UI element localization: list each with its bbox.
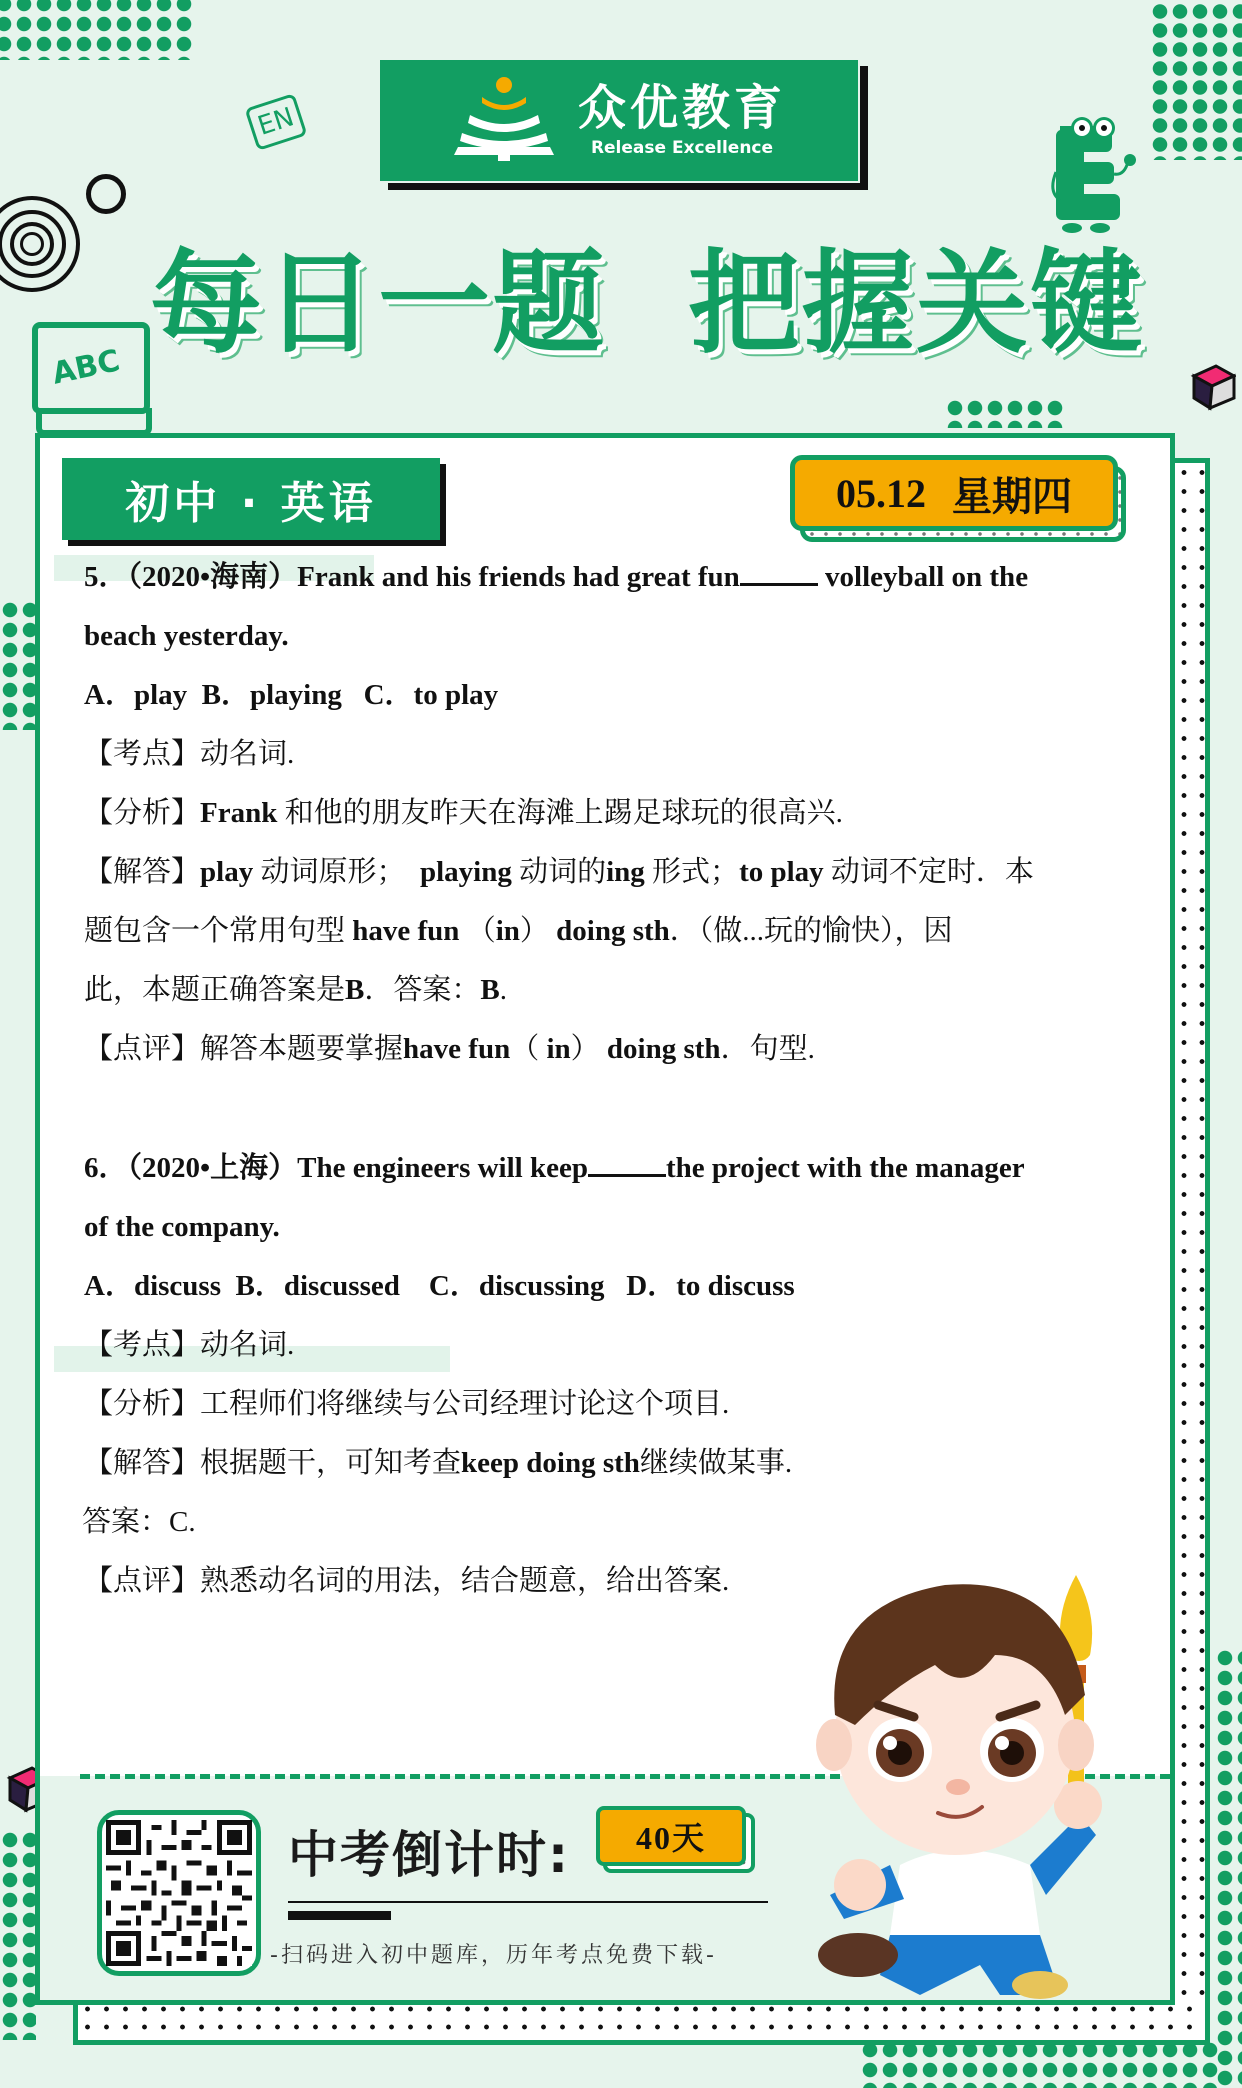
stem-line-2: beach yesterday. bbox=[84, 620, 289, 652]
label: 【点评】 bbox=[84, 1565, 201, 1597]
subject-tag: 初中 · 英语 bbox=[62, 458, 440, 540]
kaodian bbox=[84, 1316, 1144, 1375]
text: 工程师们将继续与公司经理讨论这个项目. bbox=[200, 1388, 730, 1420]
qr-code[interactable] bbox=[97, 1810, 261, 1976]
text: keep doing sth bbox=[461, 1447, 640, 1479]
brand-tagline: Release Excellence bbox=[590, 137, 774, 158]
label: 【分析】 bbox=[84, 797, 201, 829]
stem-text: volleyball on the bbox=[817, 561, 1029, 593]
text: 继续做某事. bbox=[639, 1447, 793, 1479]
dianping bbox=[84, 1020, 1144, 1079]
logo-book-sun-icon bbox=[452, 75, 556, 167]
answer-line: 答案：C. bbox=[82, 1506, 196, 1538]
text: 熟悉动名词的用法，结合题意，给出答案. bbox=[200, 1565, 730, 1597]
page-title: 每日一题 把握关键 bbox=[150, 239, 1144, 369]
date-value: 05.12 bbox=[836, 470, 926, 516]
decor-dots-top-right bbox=[1150, 2, 1242, 160]
text: ．（做...玩的愉快），因 bbox=[669, 915, 953, 947]
brand-logo bbox=[378, 58, 860, 183]
question-number: 5． bbox=[84, 561, 128, 593]
target-rings-icon bbox=[0, 196, 80, 292]
text: have fun bbox=[403, 1033, 511, 1065]
fenxi bbox=[84, 784, 1144, 843]
countdown-badge: 40天 bbox=[596, 1806, 746, 1866]
text: doing sth bbox=[606, 1033, 721, 1065]
countdown-label: 中考倒计时: bbox=[288, 1826, 570, 1884]
question-6 bbox=[84, 1139, 1144, 1611]
abc-book-icon bbox=[32, 322, 150, 414]
decor-dots-under-title bbox=[945, 398, 1065, 428]
text: 解答本题要掌握 bbox=[200, 1033, 404, 1065]
text: ing bbox=[606, 856, 645, 888]
question-stem bbox=[84, 1139, 1144, 1198]
brand-name: 众优教育 bbox=[577, 79, 786, 136]
options: A．play B．playing C．to play bbox=[84, 679, 499, 711]
question-number: 6． bbox=[84, 1152, 128, 1184]
text: 形式； bbox=[644, 856, 740, 888]
decor-dots-bottom bbox=[860, 2040, 1220, 2088]
abc-book-label: ABC bbox=[49, 343, 124, 392]
jieda-line-3 bbox=[84, 961, 1144, 1020]
cube-pink-icon bbox=[1190, 360, 1236, 412]
jieda-line-2 bbox=[84, 902, 1144, 961]
text: ．句型. bbox=[720, 1033, 815, 1065]
stem-text: Frank and his friends had great fun bbox=[297, 561, 740, 593]
text: in bbox=[495, 915, 520, 947]
text: B bbox=[345, 974, 365, 1006]
text: ．答案： bbox=[364, 974, 481, 1006]
jieda-line-1 bbox=[84, 843, 1144, 902]
divider-thin bbox=[288, 1901, 768, 1903]
jieda bbox=[84, 1434, 1144, 1493]
label: 【考点】 bbox=[84, 738, 201, 770]
answer-blank bbox=[588, 1153, 666, 1177]
text: ） bbox=[570, 1033, 607, 1065]
text: . bbox=[499, 974, 507, 1006]
weekday-value: 星期四 bbox=[952, 473, 1072, 519]
text: to play bbox=[739, 856, 824, 888]
card-dotted-border-right bbox=[1170, 458, 1210, 2045]
card-dotted-border-bottom bbox=[73, 2000, 1210, 2045]
answer-blank bbox=[740, 562, 818, 586]
label: 【解答】 bbox=[84, 1447, 201, 1479]
text: 动名词. bbox=[200, 738, 295, 770]
ring-small-icon bbox=[86, 174, 126, 214]
text: Frank bbox=[200, 797, 278, 829]
stem-text: the project with the manager bbox=[665, 1152, 1025, 1184]
label: 【考点】 bbox=[84, 1329, 201, 1361]
text: 根据题干，可知考查 bbox=[200, 1447, 462, 1479]
question-stem bbox=[84, 548, 1144, 607]
text: 和他的朋友昨天在海滩上踢足球玩的很高兴. bbox=[277, 797, 843, 829]
text: （ bbox=[459, 915, 496, 947]
text: （ bbox=[510, 1033, 547, 1065]
text: have fun bbox=[352, 915, 460, 947]
fenxi bbox=[84, 1375, 1144, 1434]
en-badge-icon bbox=[244, 93, 307, 151]
text: 动名词. bbox=[200, 1329, 295, 1361]
decor-dots-right-bottom bbox=[1215, 1648, 1242, 2088]
en-badge-label: EN bbox=[254, 102, 298, 142]
text: B bbox=[480, 974, 500, 1006]
options: A．discuss B．discussed C．discussing D．to discuss bbox=[84, 1270, 795, 1302]
text: 此，本题正确答案是 bbox=[84, 974, 346, 1006]
question-5 bbox=[84, 548, 1144, 1079]
question-source: （2020•上海） bbox=[127, 1152, 298, 1184]
kaodian bbox=[84, 725, 1144, 784]
date-badge bbox=[790, 455, 1118, 531]
scan-instruction: -扫码进入初中题库，历年考点免费下载- bbox=[270, 1943, 717, 1968]
text: 动词不定时．本 bbox=[823, 856, 1034, 888]
label: 【分析】 bbox=[84, 1388, 201, 1420]
letter-e-mascot-icon bbox=[1048, 112, 1144, 234]
student-mascot-icon bbox=[790, 1565, 1130, 2005]
decor-dots-left-bottom bbox=[0, 1830, 36, 2040]
label: 【点评】 bbox=[84, 1033, 201, 1065]
text: playing bbox=[419, 856, 512, 888]
text: 题包含一个常用句型 bbox=[84, 915, 353, 947]
qr-code-icon bbox=[106, 1820, 252, 1966]
stem-line-2: of the company. bbox=[84, 1211, 280, 1243]
decor-dots-left-mid bbox=[0, 600, 36, 730]
text: play bbox=[200, 856, 254, 888]
label: 【解答】 bbox=[84, 856, 201, 888]
text: in bbox=[546, 1033, 571, 1065]
text: doing sth bbox=[556, 915, 670, 947]
question-source: （2020•海南） bbox=[127, 561, 298, 593]
text: ） bbox=[519, 915, 557, 947]
stem-text: The engineers will keep bbox=[297, 1152, 588, 1184]
text: 动词原形； bbox=[253, 856, 420, 888]
divider-thick bbox=[288, 1911, 391, 1920]
decor-dots-top-left bbox=[0, 0, 194, 60]
text: 动词的 bbox=[511, 856, 607, 888]
